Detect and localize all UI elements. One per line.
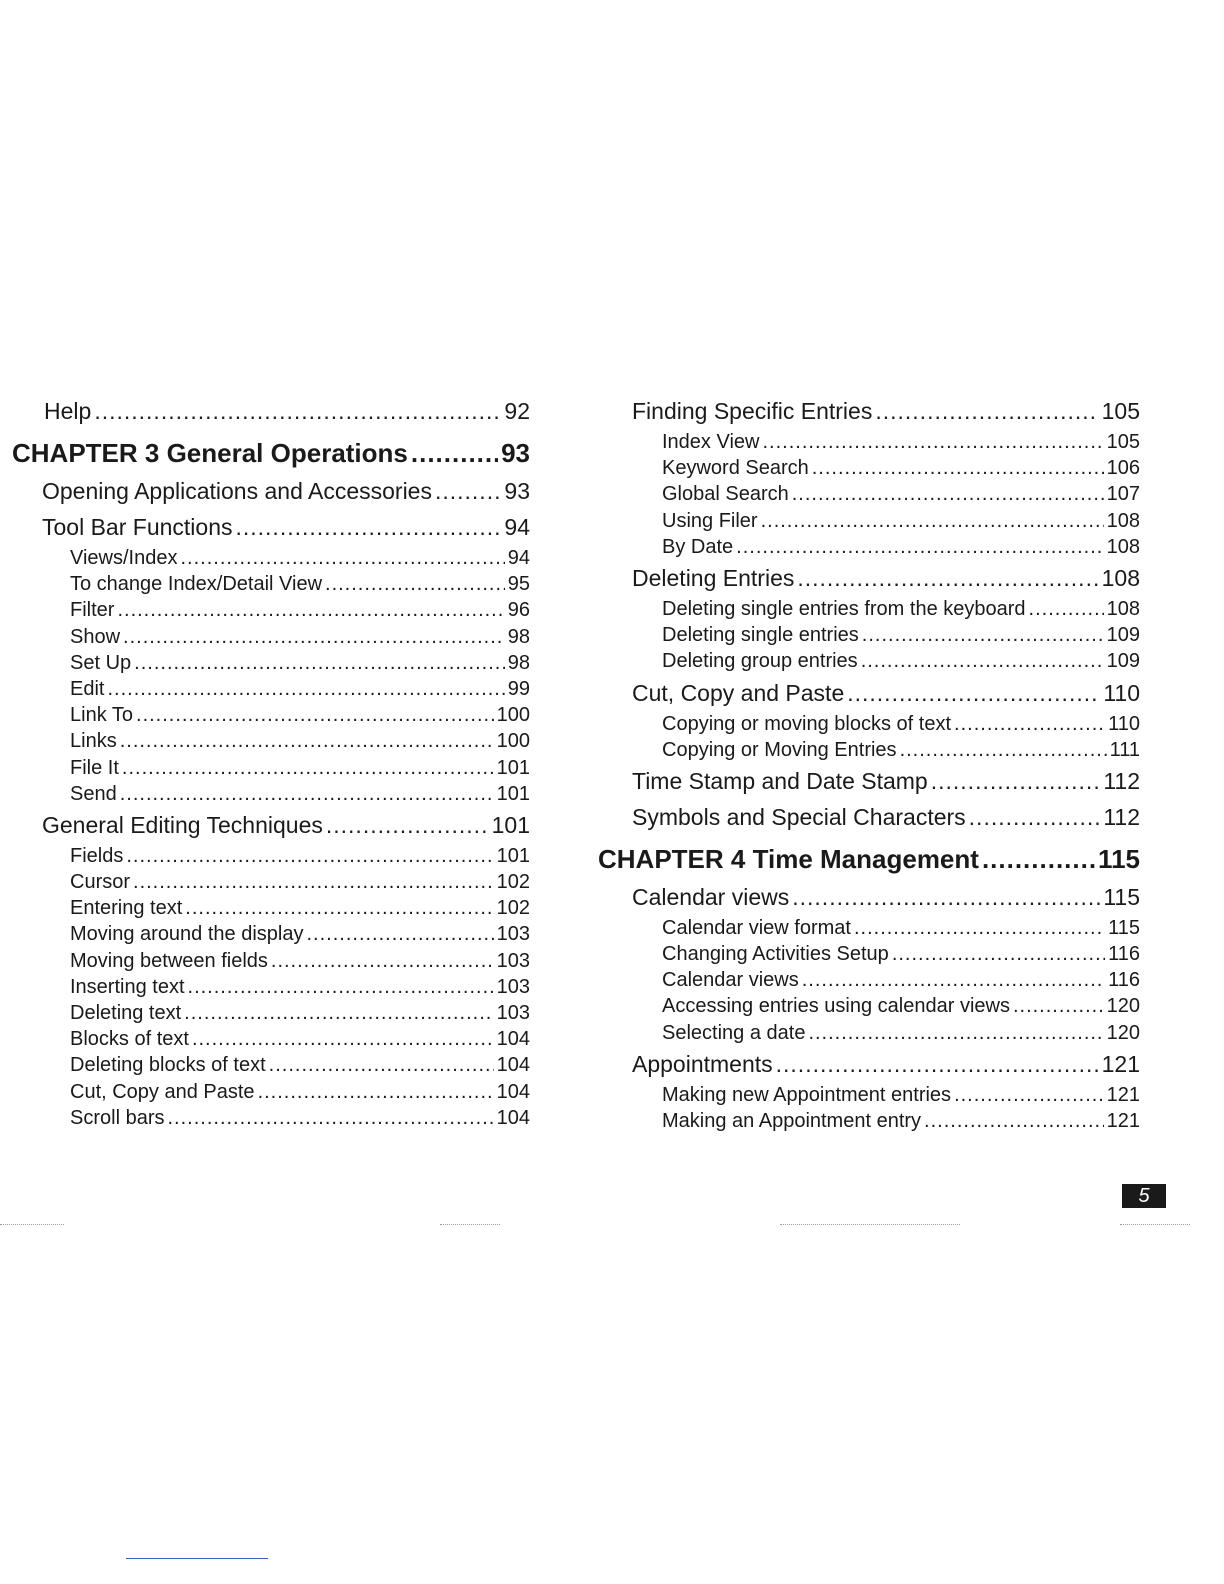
- toc-entry-label: Deleting single entries from the keyboard: [662, 597, 1026, 620]
- dot-leader: [900, 739, 1107, 762]
- toc-entry-page: 121: [1106, 1110, 1140, 1132]
- toc-entry-page: 115: [1103, 883, 1140, 910]
- toc-entry-sub: [598, 943, 1140, 969]
- toc-entry-section: [598, 565, 1140, 601]
- toc-entry-label: Keyword Search: [662, 457, 809, 480]
- toc-entry-page: 105: [1106, 431, 1140, 453]
- toc-entry-sub: [598, 483, 1140, 509]
- toc-entry-top: [12, 398, 530, 434]
- dot-leader: [736, 536, 1103, 559]
- toc-entry-page: 101: [496, 844, 530, 867]
- toc-entry-sub: [598, 1110, 1140, 1136]
- toc-entry-label: Copying or Moving Entries: [662, 738, 897, 761]
- toc-left-column: [12, 398, 530, 1133]
- toc-entry-page: 101: [496, 756, 530, 779]
- scan-artifact-dots: [440, 1224, 500, 1226]
- toc-entry-page: 93: [504, 478, 530, 504]
- dot-leader: [117, 599, 504, 622]
- toc-entry-sub: [12, 626, 530, 652]
- toc-entry-sub: [12, 547, 530, 573]
- dot-leader: [435, 478, 501, 505]
- toc-entry-page: 112: [1103, 767, 1140, 794]
- toc-entry-page: 120: [1106, 1021, 1140, 1044]
- toc-entry-page: 104: [496, 1028, 530, 1051]
- toc-entry-label: CHAPTER 3 General Operations: [12, 438, 408, 468]
- toc-entry-page: 109: [1106, 624, 1140, 647]
- toc-entry-label: Cut, Copy and Paste: [632, 679, 845, 706]
- toc-entry-chapter: [598, 844, 1140, 882]
- toc-entry-sub: [12, 757, 530, 783]
- dot-leader: [761, 510, 1104, 533]
- scan-artifact-line: [126, 1558, 268, 1559]
- toc-entry-label: Link To: [70, 704, 134, 727]
- toc-entry-page: 98: [507, 651, 530, 674]
- toc-entry-page: 105: [1101, 398, 1140, 424]
- toc-entry-page: 115: [1098, 843, 1140, 874]
- toc-entry-page: 103: [496, 949, 530, 972]
- dot-leader: [180, 547, 504, 570]
- toc-entry-sub: [12, 897, 530, 923]
- dot-leader: [1013, 995, 1104, 1018]
- toc-entry-section: [12, 478, 530, 514]
- toc-entry-label: Deleting blocks of text: [70, 1054, 266, 1077]
- toc-entry-sub: [12, 871, 530, 897]
- dot-leader: [94, 398, 501, 425]
- toc-entry-sub: [12, 652, 530, 678]
- toc-entry-page: 116: [1108, 943, 1140, 966]
- toc-entry-label: Deleting Entries: [632, 564, 795, 591]
- toc-entry-page: 107: [1106, 483, 1140, 506]
- dot-leader: [862, 624, 1104, 647]
- toc-entry-sub: [12, 730, 530, 756]
- toc-entry-label: Making new Appointment entries: [662, 1083, 952, 1106]
- dot-leader: [924, 1110, 1104, 1133]
- toc-entry-label: Opening Applications and Accessories: [42, 478, 432, 504]
- toc-entry-label: Symbols and Special Characters: [632, 803, 966, 830]
- toc-entry-section: [12, 812, 530, 848]
- toc-entry-page: 94: [504, 514, 530, 540]
- toc-entry-label: Selecting a date: [662, 1021, 806, 1044]
- toc-entry-label: Index View: [662, 431, 760, 453]
- toc-entry-page: 111: [1109, 738, 1140, 761]
- toc-entry-sub: [12, 1107, 530, 1133]
- toc-entry-label: CHAPTER 4 Time Management: [598, 843, 979, 874]
- toc-entry-label: Calendar view format: [662, 916, 851, 939]
- toc-entry-label: Appointments: [632, 1050, 773, 1077]
- toc-entry-page: 110: [1103, 679, 1140, 706]
- toc-entry-sub: [12, 783, 530, 809]
- dot-leader: [792, 884, 1100, 911]
- toc-entry-label: Fields: [70, 844, 124, 867]
- toc-entry-page: 106: [1106, 457, 1140, 480]
- toc-entry-section: [598, 398, 1140, 434]
- toc-entry-sub: [598, 1022, 1140, 1048]
- toc-entry-label: Tool Bar Functions: [42, 514, 233, 540]
- toc-entry-page: 99: [507, 677, 530, 700]
- toc-entry-page: 108: [1101, 564, 1140, 591]
- toc-entry-section: [598, 804, 1140, 840]
- dot-leader: [192, 1028, 494, 1051]
- toc-entry-label: By Date: [662, 535, 734, 558]
- toc-entry-page: 101: [496, 782, 530, 805]
- toc-entry-sub: [12, 1028, 530, 1054]
- toc-entry-page: 98: [507, 625, 530, 648]
- dot-leader: [808, 1022, 1103, 1045]
- toc-entry-page: 104: [496, 1080, 530, 1103]
- toc-entry-page: 94: [507, 547, 530, 569]
- dot-leader: [875, 398, 1098, 425]
- dot-leader: [812, 457, 1104, 480]
- dot-leader: [120, 783, 494, 806]
- toc-entry-sub: [598, 650, 1140, 676]
- toc-entry-label: To change Index/Detail View: [70, 573, 323, 596]
- toc-entry-sub: [12, 704, 530, 730]
- dot-leader: [185, 897, 493, 920]
- dot-leader: [122, 757, 494, 780]
- toc-entry-page: 104: [496, 1054, 530, 1077]
- toc-entry-page: 103: [496, 923, 530, 946]
- dot-leader: [133, 871, 494, 894]
- dot-leader: [1029, 598, 1104, 621]
- toc-entry-sub: [598, 969, 1140, 995]
- dot-leader: [134, 652, 505, 675]
- toc-entry-page: 110: [1108, 712, 1140, 735]
- toc-entry-section: [598, 884, 1140, 920]
- toc-entry-sub: [12, 923, 530, 949]
- toc-entry-sub: [598, 739, 1140, 765]
- toc-entry-page: 115: [1108, 916, 1140, 939]
- toc-entry-sub: [598, 598, 1140, 624]
- toc-entry-page: 109: [1106, 650, 1140, 673]
- page-number-badge: 5: [1122, 1184, 1166, 1208]
- toc-entry-sub: [12, 573, 530, 599]
- dot-leader: [136, 704, 494, 727]
- toc-entry-label: File It: [70, 756, 119, 779]
- dot-leader: [802, 969, 1105, 992]
- toc-entry-sub: [12, 950, 530, 976]
- toc-entry-label: Cut, Copy and Paste: [70, 1080, 255, 1103]
- toc-entry-sub: [598, 1084, 1140, 1110]
- toc-entry-page: 121: [1101, 1050, 1140, 1077]
- dot-leader: [969, 804, 1101, 831]
- dot-leader: [269, 1054, 494, 1077]
- toc-entry-label: Set Up: [70, 651, 132, 674]
- dot-leader: [792, 483, 1104, 506]
- toc-entry-page: 112: [1103, 803, 1140, 830]
- toc-entry-label: Views/Index: [70, 547, 178, 569]
- toc-entry-page: 92: [504, 398, 530, 424]
- toc-entry-label: Moving between fields: [70, 949, 268, 972]
- dot-leader: [235, 514, 501, 541]
- dot-leader: [184, 1002, 493, 1025]
- toc-entry-label: Deleting single entries: [662, 624, 859, 647]
- toc-entry-sub: [12, 1002, 530, 1028]
- toc-entry-label: Cursor: [70, 871, 131, 894]
- toc-entry-label: Changing Activities Setup: [662, 943, 889, 966]
- dot-leader: [411, 438, 498, 469]
- toc-entry-page: 104: [496, 1106, 530, 1129]
- toc-entry-label: Copying or moving blocks of text: [662, 712, 952, 735]
- toc-entry-label: Filter: [70, 599, 115, 622]
- toc-entry-label: Entering text: [70, 897, 183, 920]
- toc-entry-label: Using Filer: [662, 509, 758, 532]
- toc-entry-label: Links: [70, 730, 117, 753]
- toc-entry-chapter: [12, 438, 530, 476]
- toc-entry-section: [12, 514, 530, 550]
- dot-leader: [762, 431, 1103, 454]
- toc-entry-page: 102: [496, 871, 530, 894]
- toc-entry-page: 116: [1108, 969, 1140, 992]
- toc-entry-page: 101: [491, 811, 530, 838]
- dot-leader: [326, 812, 489, 839]
- dot-leader: [258, 1081, 494, 1104]
- toc-entry-sub: [598, 713, 1140, 739]
- toc-entry-sub: [12, 678, 530, 704]
- dot-leader: [847, 680, 1100, 707]
- toc-entry-page: 95: [507, 573, 530, 596]
- dot-leader: [271, 950, 494, 973]
- dot-leader: [954, 1084, 1104, 1107]
- toc-entry-sub: [598, 457, 1140, 483]
- toc-entry-sub: [12, 976, 530, 1002]
- toc-entry-sub: [598, 624, 1140, 650]
- dot-leader: [325, 573, 505, 596]
- toc-entry-label: Time Stamp and Date Stamp: [632, 767, 928, 794]
- toc-entry-label: Calendar views: [662, 969, 799, 992]
- toc-entry-sub: [12, 1054, 530, 1080]
- toc-entry-page: 100: [496, 704, 530, 727]
- toc-entry-sub: [12, 599, 530, 625]
- dot-leader: [954, 713, 1105, 736]
- dot-leader: [854, 917, 1105, 940]
- toc-entry-page: 108: [1106, 597, 1140, 620]
- toc-entry-page: 108: [1106, 509, 1140, 532]
- dot-leader: [120, 730, 494, 753]
- toc-entry-label: Help: [44, 398, 92, 424]
- dot-leader: [188, 976, 494, 999]
- toc-entry-sub: [598, 431, 1140, 457]
- dot-leader: [107, 678, 504, 701]
- toc-entry-page: 103: [496, 1002, 530, 1024]
- toc-entry-label: General Editing Techniques: [42, 811, 323, 838]
- toc-right-column: [598, 398, 1140, 1136]
- toc-entry-sub: [12, 845, 530, 871]
- toc-entry-label: Calendar views: [632, 883, 790, 910]
- toc-entry-label: Inserting text: [70, 975, 185, 998]
- dot-leader: [167, 1107, 493, 1130]
- toc-entry-label: Moving around the display: [70, 923, 304, 946]
- toc-entry-label: Global Search: [662, 483, 789, 506]
- toc-entry-label: Scroll bars: [70, 1106, 165, 1129]
- dot-leader: [931, 768, 1101, 795]
- dot-leader: [306, 923, 493, 946]
- dot-leader: [126, 845, 493, 868]
- toc-entry-label: Send: [70, 782, 117, 805]
- toc-entry-section: [598, 1051, 1140, 1087]
- toc-entry-label: Show: [70, 625, 121, 648]
- toc-entry-sub: [598, 510, 1140, 536]
- toc-entry-page: 103: [496, 975, 530, 998]
- toc-entry-page: 120: [1106, 995, 1140, 1018]
- scan-artifact-dots: [0, 1224, 64, 1226]
- toc-entry-page: 100: [496, 730, 530, 753]
- toc-entry-section: [598, 768, 1140, 804]
- dot-leader: [861, 650, 1104, 673]
- toc-entry-label: Deleting group entries: [662, 650, 858, 673]
- toc-entry-label: Edit: [70, 677, 105, 700]
- dot-leader: [776, 1051, 1099, 1078]
- dot-leader: [123, 626, 505, 649]
- toc-entry-label: Blocks of text: [70, 1028, 189, 1051]
- toc-entry-sub: [12, 1081, 530, 1107]
- toc-entry-page: 121: [1106, 1083, 1140, 1106]
- dot-leader: [797, 565, 1098, 592]
- toc-entry-page: 93: [501, 438, 530, 468]
- toc-entry-label: Making an Appointment entry: [662, 1110, 922, 1132]
- toc-entry-page: 108: [1106, 535, 1140, 558]
- toc-entry-label: Accessing entries using calendar views: [662, 995, 1010, 1018]
- toc-entry-section: [598, 680, 1140, 716]
- toc-entry-sub: [598, 536, 1140, 562]
- toc-entry-label: Deleting text: [70, 1002, 182, 1024]
- scan-artifact-dots: [1120, 1224, 1190, 1226]
- dot-leader: [982, 844, 1095, 875]
- dot-leader: [892, 943, 1105, 966]
- scan-artifact-dots: [780, 1224, 960, 1226]
- toc-entry-sub: [598, 917, 1140, 943]
- toc-entry-sub: [598, 995, 1140, 1021]
- toc-entry-label: Finding Specific Entries: [632, 398, 873, 424]
- toc-entry-page: 102: [496, 897, 530, 920]
- toc-entry-page: 96: [507, 599, 530, 622]
